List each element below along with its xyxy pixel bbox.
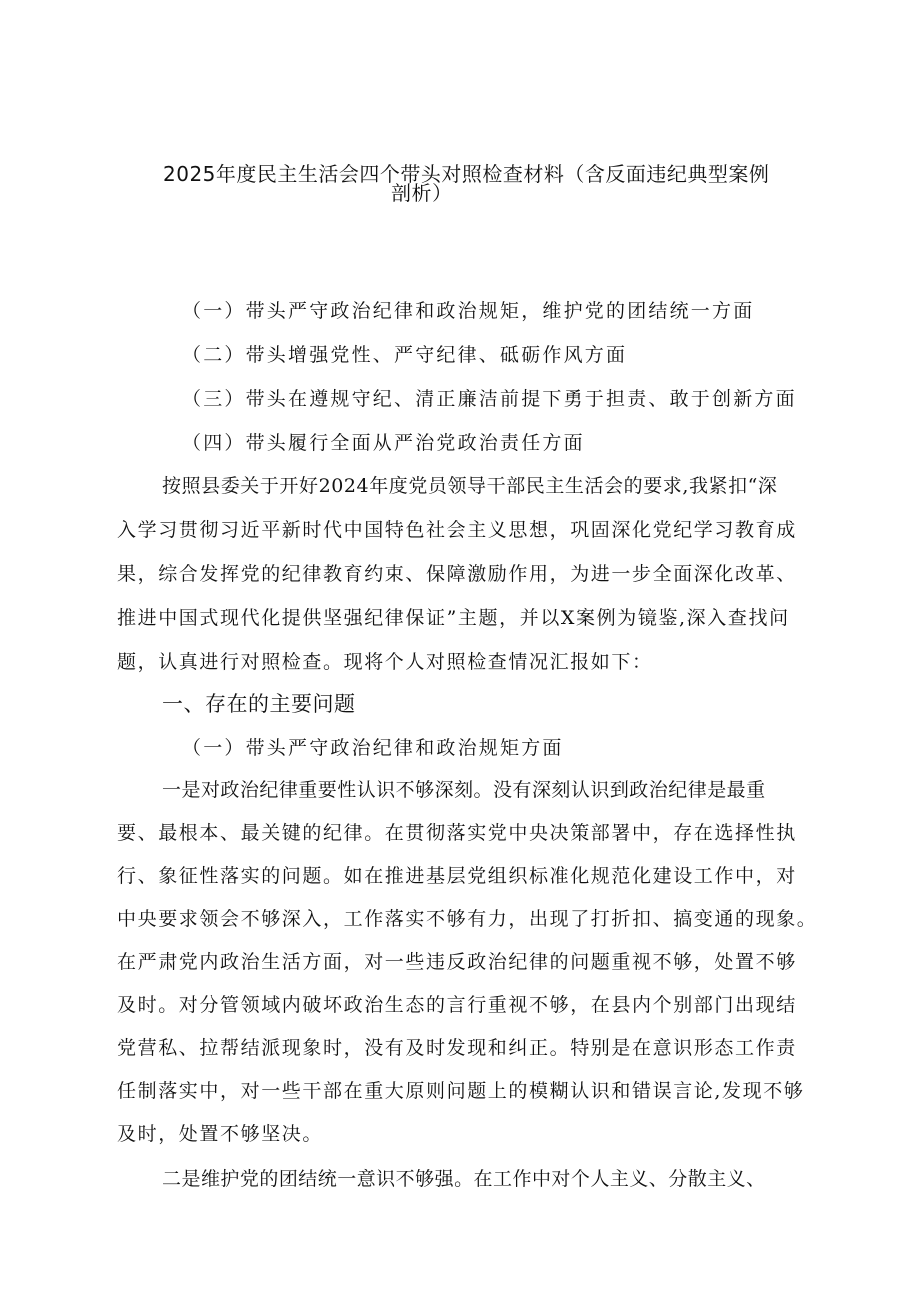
toc-item-3: （三）带头在遵规守纪、清正廉洁前提下勇于担责、敢于创新方面 — [182, 388, 797, 410]
subsection-heading-1: （一）带头严守政治纪律和政治规矩方面 — [182, 737, 564, 759]
intro-line-2: 入学习贯彻习近平新时代中国特色社会主义思想，巩固深化党纪学习教育成 — [117, 519, 797, 541]
para1-line-8: 任制落实中，对一些干部在重大原则问题上的模糊认识和错误言论,发现不够 — [117, 1080, 805, 1102]
intro-line-4: 推进中国式现代化提供坚强纪律保证”主题，并以X案例为镜鉴,深入查找问 — [117, 607, 790, 629]
document-title-line-1: 2025年度民主生活会四个带头对照检查材料（含反面违纪典型案例 — [163, 162, 770, 186]
intro-line-3: 果，综合发挥党的纪律教育约束、保障激励作用，为进一步全面深化改革、 — [117, 563, 797, 585]
toc-item-2: （二）带头增强党性、严守纪律、砥砺作风方面 — [182, 344, 628, 366]
para1-line-3: 行、象征性落实的问题。如在推进基层党组织标准化规范化建设工作中，对 — [117, 865, 797, 887]
para1-line-9: 及时，处置不够坚决。 — [117, 1123, 324, 1145]
para2-line-1: 二是维护党的团结统一意识不够强。在工作中对个人主义、分散主义、 — [162, 1168, 766, 1190]
para1-line-5: 在严肃党内政治生活方面，对一些违反政治纪律的问题重视不够，处置不够 — [117, 951, 797, 973]
para1-line-7: 党营私、拉帮结派现象时，没有及时发现和纠正。特别是在意识形态工作责 — [117, 1037, 797, 1059]
section-heading-1: 一、存在的主要问题 — [162, 692, 356, 716]
para1-line-4: 中央要求领会不够深入，工作落实不够有力，出现了打折扣、搞变通的现象。 — [117, 908, 818, 930]
para1-line-2: 要、最根本、最关键的纪律。在贯彻落实党中央决策部署中，存在选择性执 — [117, 822, 797, 844]
toc-item-1: （一）带头严守政治纪律和政治规矩，维护党的团结统一方面 — [182, 300, 755, 322]
toc-item-4: （四）带头履行全面从严治党政治责任方面 — [182, 432, 585, 454]
document-title-line-2: 剖析） — [391, 181, 453, 205]
intro-line-5: 题，认真进行对照检查。现将个人对照检查情况汇报如下： — [117, 651, 653, 673]
para1-line-1: 一是对政治纪律重要性认识不够深刻。没有深刻认识到政治纪律是最重 — [162, 779, 766, 801]
para1-line-6: 及时。对分管领域内破坏政治生态的言行重视不够，在县内个别部门出现结 — [117, 994, 797, 1016]
intro-line-1: 按照县委关于开好2024年度党员领导干部民主生活会的要求,我紧扣“深 — [162, 475, 778, 497]
